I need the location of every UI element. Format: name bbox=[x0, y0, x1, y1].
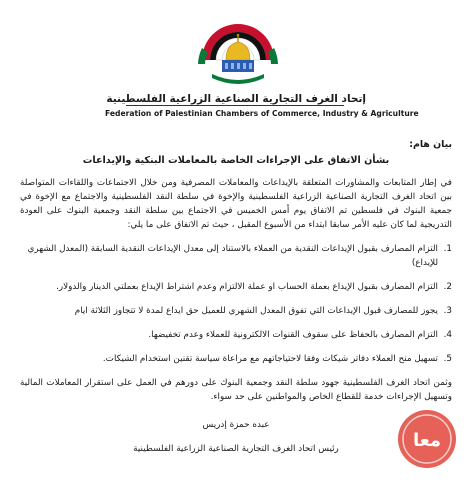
agreement-list bbox=[20, 242, 452, 366]
header-divider bbox=[126, 105, 344, 106]
list-item-number: 5. bbox=[443, 354, 452, 364]
signature-name: عبده حمزة إدريس bbox=[202, 420, 270, 430]
document-body bbox=[20, 138, 452, 456]
org-name-english: Federation of Palestinian Chambers of Commerce, Industry & Agriculture bbox=[105, 109, 419, 118]
list-item bbox=[20, 352, 452, 366]
list-item-number: 4. bbox=[443, 330, 452, 340]
watermark-text: معا bbox=[412, 430, 442, 451]
list-item bbox=[20, 242, 452, 270]
list-item bbox=[20, 280, 452, 294]
list-item-text: تسهيل منح العملاء دفاتر شيكات وفقا لاحتياجاتهم مع مراعاة سياسة تقنين استخدام الشيكات. bbox=[102, 354, 438, 364]
signature-title: رئيس اتحاد الغرف التجارية الصناعية الزراعية الفلسطينية bbox=[133, 444, 339, 454]
org-name-arabic: إتحاد الغرف التجارية الصناعية الزراعية الفلسطينية bbox=[106, 93, 366, 105]
list-item bbox=[20, 328, 452, 342]
intro-paragraph: في إطار المتابعات والمشاورات المتعلقة بالإيداعات والمعاملات المصرفية ومن خلال الاجتماعات واللقاءات المتواصلة بين اتحاد الغرف التجارية الصناعية الزراعية الفلسطينية والإخوة في سلطة النقد الفلسطينية والاجتماع مع الإخوة في جمعية البنوك في فلسطين تم الاتفاق يوم أمس الخميس في الاجتماع بين سلطة النقد وجمعية البنوك على العودة التدريجية لما كان عليه الأمر سابقا ابتداء من الأسبوع المقبل ، حيث تم الاتفاق على ما يلي: bbox=[20, 178, 452, 230]
list-item-text: التزام المصارف بقبول الإيداعات النقدية من العملاء بالاستناد إلى معدل الإيداعات النقدية السابقة (المعدل الشهري للإيداع) bbox=[27, 244, 438, 268]
closing-paragraph: وثمن اتحاد الغرف الفلسطينية جهود سلطة النقد وجمعية البنوك على دورهم في العمل على استقرار المعاملات المالية وتسهيل الإجراءات خدمة للقطاع الخاص والمواطنين على حد سواء. bbox=[20, 378, 452, 402]
list-item bbox=[20, 304, 452, 318]
statement-label: بيان هام: bbox=[409, 139, 452, 150]
list-item-number: 2. bbox=[443, 282, 452, 292]
list-item-text: يجوز للمصارف قبول الإيداعات التي تفوق المعدل الشهري للعميل حق ايداع لمدة لا تتجاوز الثلاثة ايام bbox=[74, 306, 438, 316]
list-item-text: التزام المصارف بقبول الإيداع بعملة الحساب او عملة الالتزام وعدم اشتراط الإيداع بعملتي الدينار والدولار. bbox=[56, 282, 438, 292]
maan-news-logo-icon bbox=[396, 408, 458, 470]
list-item-number: 3. bbox=[443, 306, 452, 316]
document-subject: بشأن الاتفاق على الإجراءات الخاصة بالمعاملات البنكية والإيداعات bbox=[82, 155, 390, 166]
list-item-text: التزام المصارف بالحفاظ على سقوف القنوات الالكترونية للعملاء وعدم تخفيضها. bbox=[148, 330, 438, 340]
list-item-number: 1. bbox=[443, 244, 452, 254]
dome-of-the-rock-flag-logo-icon bbox=[196, 14, 280, 92]
